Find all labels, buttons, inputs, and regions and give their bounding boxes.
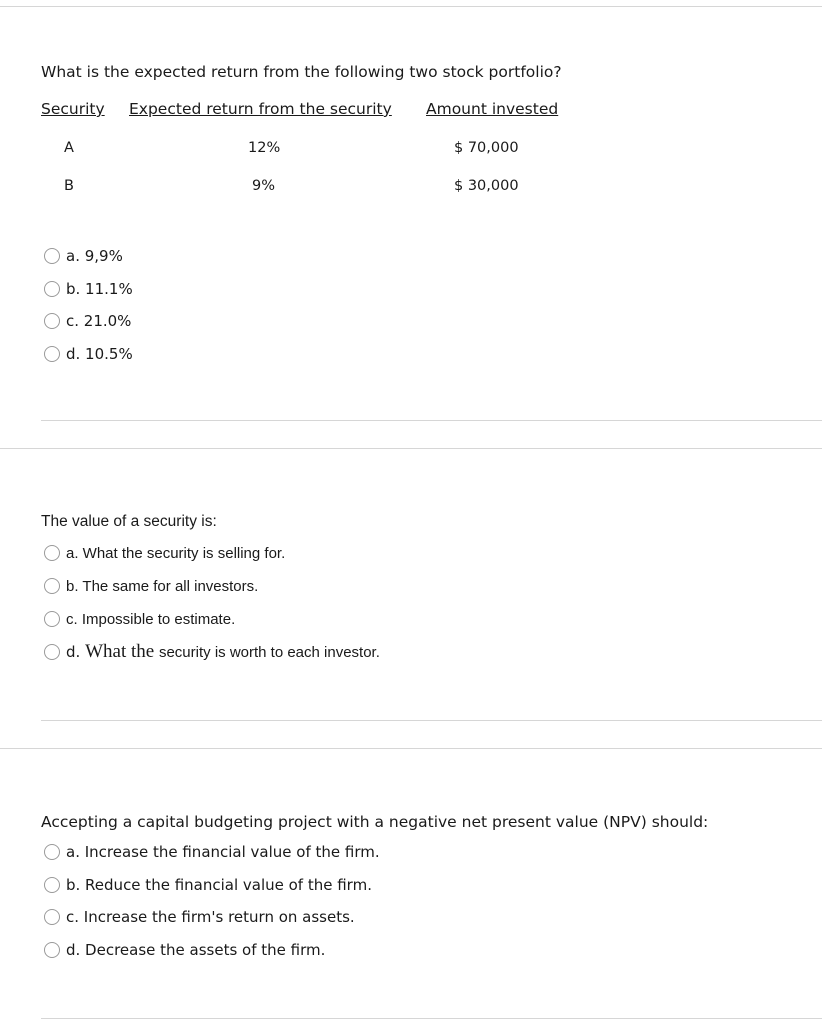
q1-option-b[interactable]: [44, 279, 133, 299]
q3-bottom-divider: [41, 1018, 822, 1019]
q2-option-c[interactable]: [44, 609, 235, 629]
q2-top-divider: [0, 448, 822, 449]
radio-button[interactable]: [44, 248, 60, 264]
top-divider: [0, 6, 822, 7]
radio-button[interactable]: [44, 545, 60, 561]
q3-top-divider: [0, 748, 822, 749]
q2-option-d-what-the: What the: [85, 641, 155, 662]
q3-option-d-label: d. Decrease the assets of the firm.: [66, 941, 326, 959]
q2-option-d-label: [66, 641, 380, 663]
radio-button[interactable]: [44, 313, 60, 329]
q1-option-d[interactable]: [44, 344, 133, 364]
q2-option-a-label: a. What the security is selling for.: [66, 544, 286, 562]
q2-option-c-label: c. Impossible to estimate.: [66, 610, 236, 628]
q1-option-d-label: d. 10.5%: [66, 345, 133, 363]
radio-button[interactable]: [44, 281, 60, 297]
q3-option-b[interactable]: [44, 875, 372, 895]
q3-option-d[interactable]: [44, 940, 325, 960]
q2-option-d[interactable]: [44, 642, 380, 662]
q1-header-amount-invested: Amount invested: [426, 100, 559, 118]
q1-bottom-divider: [41, 420, 822, 421]
radio-button[interactable]: [44, 346, 60, 362]
q2-option-d-rest: security is worth to each investor.: [158, 644, 380, 661]
q1-row-b-return: 9%: [252, 178, 276, 194]
q1-row-a-return: 12%: [248, 140, 281, 156]
q1-row-b-security: B: [64, 178, 74, 194]
q1-option-b-label: b. 11.1%: [66, 280, 133, 298]
radio-button[interactable]: [44, 611, 60, 627]
q1-option-c[interactable]: [44, 311, 131, 331]
radio-button[interactable]: [44, 844, 60, 860]
q2-option-d-letter: d.: [66, 643, 81, 661]
q1-option-a-label: a. 9,9%: [66, 247, 123, 265]
q1-option-a[interactable]: [44, 246, 123, 266]
q1-row-b-amount: $ 30,000: [454, 178, 519, 194]
q2-prompt: The value of a security is:: [41, 513, 217, 530]
q1-header-security: Security: [41, 100, 105, 118]
radio-button[interactable]: [44, 942, 60, 958]
q2-option-b-label: b. The same for all investors.: [66, 577, 259, 595]
q3-option-c[interactable]: [44, 907, 355, 927]
q3-prompt: Accepting a capital budgeting project with a negative net present value (NPV) should:: [41, 813, 709, 831]
q3-option-b-label: b. Reduce the financial value of the firm.: [66, 876, 372, 894]
q1-prompt: What is the expected return from the following two stock portfolio?: [41, 63, 562, 81]
radio-button[interactable]: [44, 644, 60, 660]
q3-option-a-label: a. Increase the financial value of the firm.: [66, 843, 380, 861]
q3-option-c-label: c. Increase the firm's return on assets.: [66, 908, 355, 926]
q2-bottom-divider: [41, 720, 822, 721]
q1-row-a-security: A: [64, 140, 74, 156]
q3-option-a[interactable]: [44, 842, 380, 862]
q1-option-c-label: c. 21.0%: [66, 312, 132, 330]
q2-option-b[interactable]: [44, 576, 258, 596]
q2-option-a[interactable]: [44, 543, 285, 563]
radio-button[interactable]: [44, 877, 60, 893]
q1-row-a-amount: $ 70,000: [454, 140, 519, 156]
radio-button[interactable]: [44, 909, 60, 925]
radio-button[interactable]: [44, 578, 60, 594]
q1-header-expected-return: Expected return from the security: [129, 100, 392, 118]
